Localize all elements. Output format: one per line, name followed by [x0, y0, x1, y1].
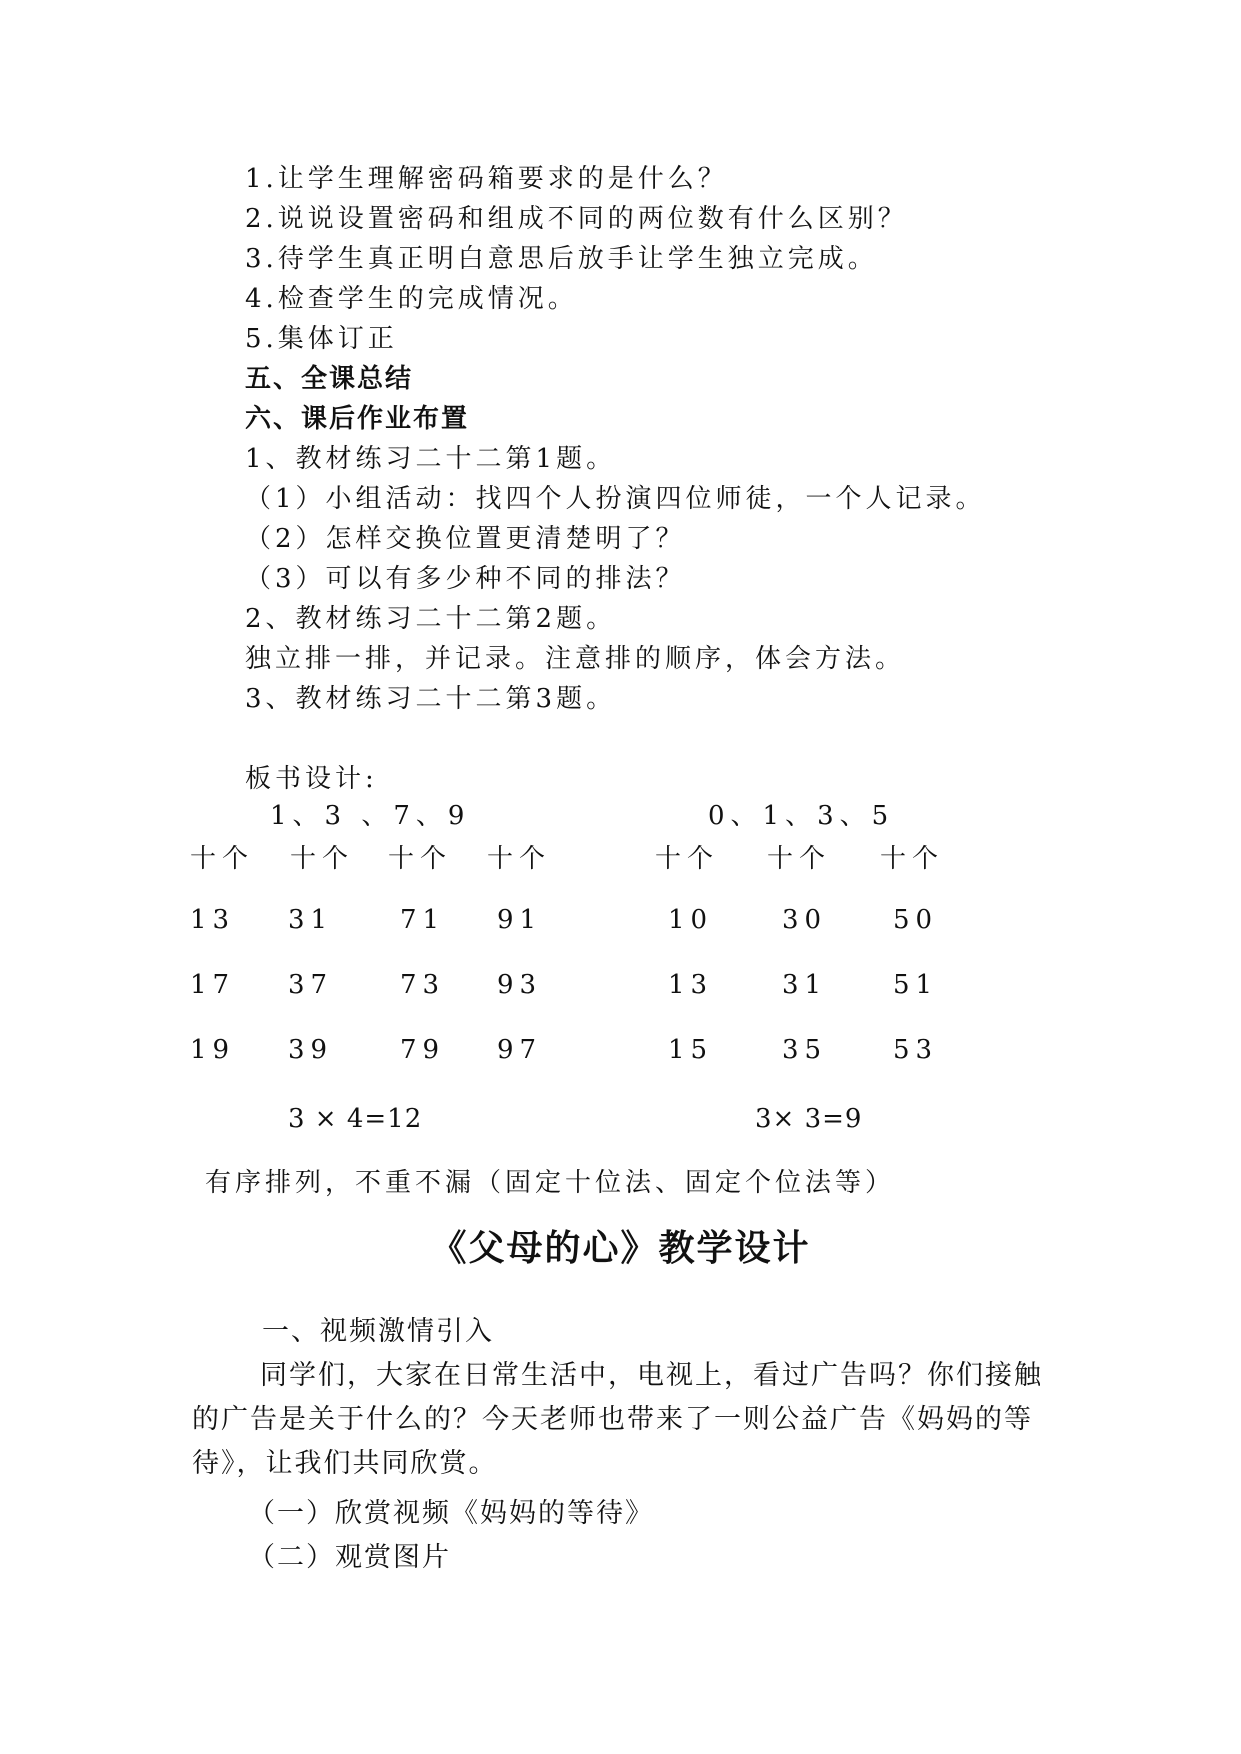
homework-2-note: 独立排一排，并记录。注意排的顺序，体会方法。	[245, 644, 906, 674]
board-left-number: 13	[190, 905, 236, 935]
board-left-number: 71	[400, 905, 446, 935]
board-left-number: 19	[190, 1035, 236, 1065]
lesson-intro-paragraph: 同学们，大家在日常生活中，电视上，看过广告吗？你们接触的广告是关于什么的？今天老师也带来了一则公益广告《妈妈的等待》，让我们共同欣赏。	[192, 1360, 1043, 1479]
step-5: 5.集体订正	[245, 324, 398, 354]
lesson-title: 《父母的心》教学设计	[430, 1228, 811, 1269]
board-label: 板书设计:	[245, 764, 378, 794]
board-right-number: 31	[782, 970, 828, 1000]
board-summary: 有序排列，不重不漏（固定十位法、固定个位法等）	[205, 1168, 896, 1198]
board-right-header: 十个	[655, 844, 720, 874]
board-right-number: 15	[668, 1035, 714, 1065]
board-right-number: 51	[893, 970, 939, 1000]
board-left-number: 37	[288, 970, 334, 1000]
homework-1-2: （2）怎样交换位置更清楚明了？	[245, 524, 686, 554]
lesson-subheading-1: （一）欣赏视频《妈妈的等待》	[248, 1498, 654, 1529]
board-right-header: 十个	[880, 844, 945, 874]
board-left-number: 91	[497, 905, 543, 935]
board-left-number: 93	[497, 970, 543, 1000]
homework-1-3: （3）可以有多少种不同的排法？	[245, 564, 686, 594]
board-left-number: 31	[288, 905, 334, 935]
board-left-formula: 3 × 4=12	[288, 1104, 423, 1134]
homework-1: 1、教材练习二十二第1题。	[245, 444, 617, 474]
section-summary-heading: 五、全课总结	[245, 364, 414, 394]
board-left-header: 十个	[487, 844, 552, 874]
step-2: 2.说说设置密码和组成不同的两位数有什么区别？	[245, 204, 908, 234]
board-left-number: 73	[400, 970, 446, 1000]
board-right-formula: 3× 3=9	[755, 1104, 863, 1134]
board-right-number: 30	[782, 905, 828, 935]
step-4: 4.检查学生的完成情况。	[245, 284, 578, 314]
homework-1-1: （1）小组活动：找四个人扮演四位师徒，一个人记录。	[245, 484, 986, 514]
homework-2: 2、教材练习二十二第2题。	[245, 604, 617, 634]
step-1: 1.让学生理解密码箱要求的是什么？	[245, 164, 728, 194]
section-homework-heading: 六、课后作业布置	[245, 404, 470, 434]
board-left-digits: 1、3 、7、9	[270, 801, 471, 831]
board-left-header: 十个	[190, 844, 255, 874]
board-right-digits: 0、1、3、5	[708, 801, 895, 831]
board-left-number: 97	[497, 1035, 543, 1065]
board-left-number: 39	[288, 1035, 334, 1065]
board-right-header: 十个	[767, 844, 832, 874]
board-right-number: 10	[668, 905, 714, 935]
board-right-number: 13	[668, 970, 714, 1000]
board-right-number: 50	[893, 905, 939, 935]
step-3: 3.待学生真正明白意思后放手让学生独立完成。	[245, 244, 878, 274]
homework-3: 3、教材练习二十二第3题。	[245, 684, 617, 714]
board-left-number: 17	[190, 970, 236, 1000]
board-left-header: 十个	[388, 844, 453, 874]
lesson-subheading-2: （二）观赏图片	[248, 1542, 451, 1573]
board-left-number: 79	[400, 1035, 446, 1065]
board-right-number: 53	[893, 1035, 939, 1065]
board-right-number: 35	[782, 1035, 828, 1065]
board-left-header: 十个	[290, 844, 355, 874]
lesson-heading-1: 一、视频激情引入	[262, 1316, 494, 1347]
